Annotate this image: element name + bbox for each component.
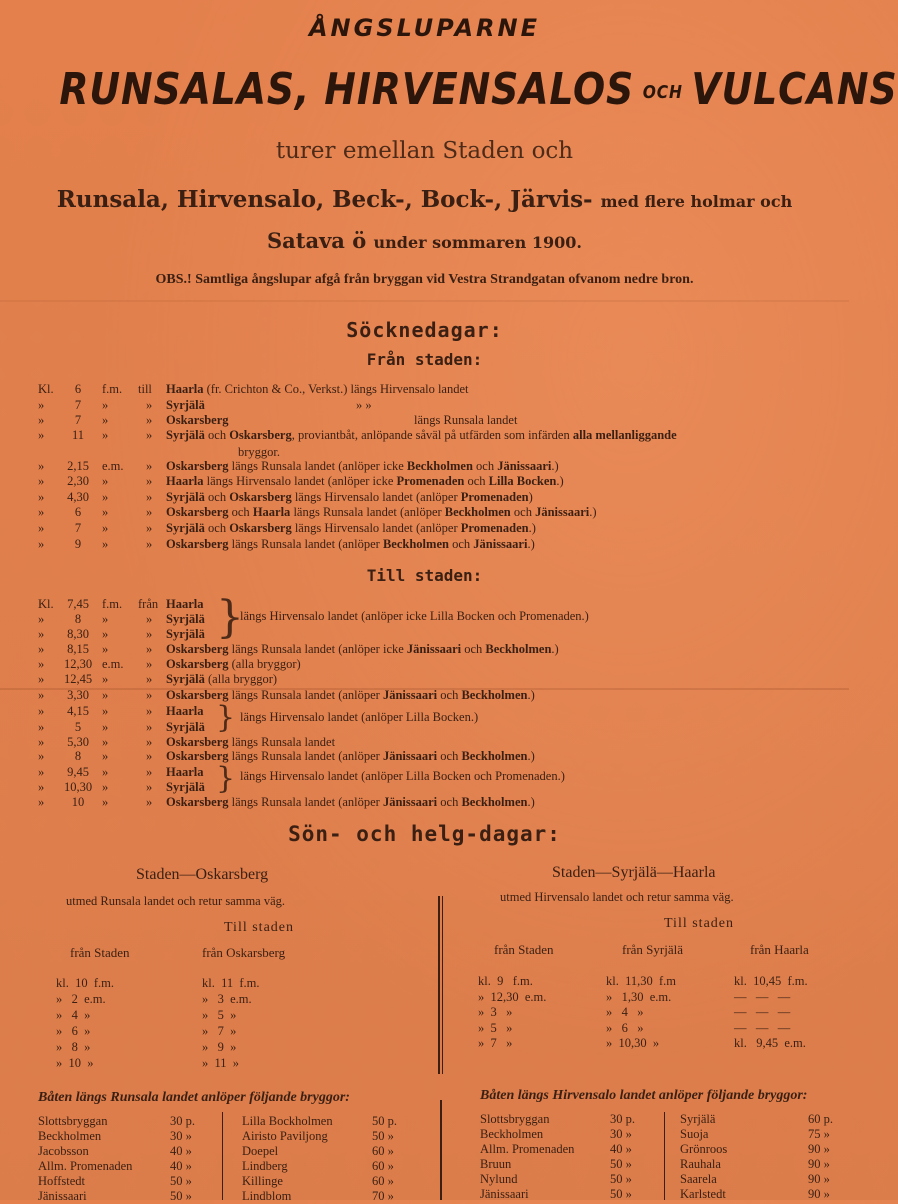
pier-price: 30 p. bbox=[610, 1112, 635, 1126]
to-dir: » bbox=[146, 720, 153, 734]
runsala-piers-title: Båten längs Runsala landet anlöper följande bryggor: bbox=[38, 1090, 350, 1105]
left-till-staden: Till staden bbox=[224, 920, 294, 935]
to-ampm: » bbox=[102, 765, 109, 779]
pier-price: 40 » bbox=[170, 1159, 192, 1173]
to-dir: » bbox=[146, 795, 153, 809]
from-dest: Oskarsberg längs Runsala landet (anlöper Beckholmen och Jänissaari.) bbox=[166, 537, 535, 551]
pier-name: Lilla Bockholmen bbox=[242, 1114, 333, 1128]
right-col2-time: » 1,30 e.m. bbox=[606, 989, 672, 1004]
from-time: 4,30 bbox=[67, 490, 89, 504]
from-dest: Syrjälä och Oskarsberg längs Hirvensalo landet (anlöper Promenaden.) bbox=[166, 521, 536, 535]
header-och: OCH bbox=[642, 81, 683, 103]
left-col2-time: » 7 » bbox=[202, 1024, 237, 1038]
from-time: 6 bbox=[74, 382, 82, 396]
from-dir: » bbox=[146, 505, 153, 519]
to-kl: » bbox=[38, 704, 45, 718]
from-row bbox=[0, 490, 849, 506]
header-line1: ÅNGSLUPARNE bbox=[308, 14, 541, 42]
to-dest: Oskarsberg längs Runsala landet bbox=[166, 735, 336, 749]
to-dir: » bbox=[146, 765, 153, 779]
from-ampm: f.m. bbox=[102, 382, 123, 396]
to-time: 12,45 bbox=[63, 672, 93, 686]
piers-divider bbox=[664, 1112, 665, 1200]
pier-price: 30 p. bbox=[170, 1114, 195, 1128]
pier-name: Jacobsson bbox=[38, 1144, 89, 1158]
right-col1-time: kl. 9 f.m. bbox=[478, 974, 533, 988]
pier-name: Airisto Paviljong bbox=[242, 1129, 328, 1143]
left-col1-time: kl. 10 f.m. bbox=[56, 976, 114, 990]
pier-price: 40 » bbox=[170, 1144, 192, 1158]
left-col2-time: » 5 » bbox=[202, 1008, 237, 1022]
from-dir: » bbox=[146, 428, 153, 442]
paper-crease bbox=[0, 300, 849, 302]
pier-name: Allm. Promenaden bbox=[38, 1159, 133, 1173]
brace2-note: längs Hirvensalo landet (anlöper Lilla Bocken.) bbox=[240, 710, 479, 724]
pier-price: 60 p. bbox=[808, 1112, 833, 1126]
header-destinations-small: med flere holmar och bbox=[600, 192, 793, 211]
to-dir: » bbox=[146, 688, 153, 702]
from-ampm: e.m. bbox=[102, 459, 124, 473]
pier-price: 90 » bbox=[808, 1157, 830, 1171]
left-col2-time: kl. 11 f.m. bbox=[202, 976, 260, 990]
from-kl: Kl. bbox=[38, 382, 54, 396]
weekdays-title: Söcknedagar: bbox=[346, 318, 503, 342]
from-ampm: » bbox=[102, 505, 109, 519]
piers-divider bbox=[222, 1112, 223, 1200]
pier-price: 30 » bbox=[610, 1127, 632, 1141]
pier-price: 50 » bbox=[170, 1174, 192, 1188]
to-ampm: » bbox=[102, 749, 109, 763]
to-time: 8,15 bbox=[67, 642, 89, 656]
from-ampm: » bbox=[102, 521, 109, 535]
left-col1-head: från Staden bbox=[70, 945, 130, 960]
to-ampm: » bbox=[102, 704, 109, 718]
from-kl: » bbox=[38, 459, 45, 473]
from-kl: » bbox=[38, 505, 45, 519]
to-dir: » bbox=[146, 672, 153, 686]
to-time: 5 bbox=[74, 720, 82, 734]
to-kl: » bbox=[38, 627, 45, 641]
pier-price: 50 » bbox=[170, 1189, 192, 1203]
to-time: 8,30 bbox=[67, 627, 89, 641]
to-row bbox=[0, 795, 849, 811]
left-col1-time: » 8 » bbox=[56, 1040, 91, 1054]
from-kl: » bbox=[38, 428, 45, 442]
to-dir: från bbox=[138, 597, 159, 611]
to-time: 10 bbox=[71, 795, 85, 809]
header-destinations bbox=[0, 186, 849, 213]
right-col1-time: » 12,30 e.m. bbox=[478, 989, 547, 1004]
to-row bbox=[0, 627, 849, 643]
from-ampm: » bbox=[102, 537, 109, 551]
piers-divider bbox=[440, 1100, 442, 1200]
from-dest: Syrjälä och Oskarsberg längs Hirvensalo landet (anlöper Promenaden) bbox=[166, 490, 533, 504]
pier-name: Grönroos bbox=[680, 1142, 728, 1156]
to-dest: Oskarsberg längs Runsala landet (anlöper Jänissaari och Beckholmen.) bbox=[166, 749, 535, 763]
header-title-b: VULCANS bbox=[691, 64, 898, 115]
pier-name: Hoffstedt bbox=[38, 1174, 85, 1188]
from-kl: » bbox=[38, 490, 45, 504]
right-col1-head: från Staden bbox=[494, 942, 554, 957]
to-dest: Haarla bbox=[166, 704, 204, 718]
to-time: 7,45 bbox=[67, 597, 89, 611]
pier-name: Karlstedt bbox=[680, 1187, 726, 1201]
pier-name: Doepel bbox=[242, 1144, 279, 1158]
header-season-small: under sommaren 1900. bbox=[373, 233, 582, 252]
to-dest: Haarla bbox=[166, 597, 204, 611]
from-dir: » bbox=[146, 398, 153, 412]
from-row bbox=[0, 428, 849, 444]
from-city-title: Från staden: bbox=[366, 350, 483, 369]
from-kl: » bbox=[38, 413, 45, 427]
from-time: 9 bbox=[74, 537, 82, 551]
right-col1-time: » 7 » bbox=[478, 1036, 513, 1050]
from-ampm: » bbox=[102, 428, 109, 442]
left-col1-time: » 4 » bbox=[56, 1008, 91, 1022]
right-col2-time: kl. 11,30 f.m bbox=[606, 974, 677, 988]
to-ampm: » bbox=[102, 627, 109, 641]
right-col2-head: från Syrjälä bbox=[622, 942, 684, 957]
right-col3-time: — — — bbox=[734, 1020, 791, 1035]
from-ampm: » bbox=[102, 474, 109, 488]
from-row bbox=[0, 474, 849, 490]
to-kl: » bbox=[38, 612, 45, 626]
left-col2-time: » 3 e.m. bbox=[202, 992, 252, 1006]
pier-price: 60 » bbox=[372, 1159, 394, 1173]
from-dest: Oskarsberg bbox=[166, 413, 229, 427]
to-kl: » bbox=[38, 795, 45, 809]
pier-name: Slottsbryggan bbox=[38, 1114, 108, 1128]
from-dest: Haarla längs Hirvensalo landet (anlöper icke Promenaden och Lilla Bocken.) bbox=[166, 474, 564, 488]
pier-price: 70 » bbox=[372, 1189, 394, 1203]
pier-name: Suoja bbox=[680, 1127, 709, 1141]
from-kl: » bbox=[38, 474, 45, 488]
to-kl: » bbox=[38, 642, 45, 656]
to-row bbox=[0, 749, 849, 765]
to-ampm: » bbox=[102, 795, 109, 809]
from-dest: Oskarsberg och Haarla längs Runsala landet (anlöper Beckholmen och Jänissaari.) bbox=[166, 505, 597, 519]
bryggor-continuation: bryggor. bbox=[238, 445, 281, 459]
hirvensalo-piers-title: Båten längs Hirvensalo landet anlöper följande bryggor: bbox=[480, 1088, 808, 1103]
pier-price: 50 » bbox=[610, 1157, 632, 1171]
from-time: 2,30 bbox=[67, 474, 89, 488]
to-kl: » bbox=[38, 657, 45, 671]
from-dir: till bbox=[138, 382, 152, 396]
right-col3-time: — — — bbox=[734, 1005, 791, 1019]
from-row bbox=[0, 521, 849, 537]
from-row bbox=[0, 382, 849, 398]
ditto-marks: » » bbox=[356, 398, 372, 412]
to-ampm: » bbox=[102, 688, 109, 702]
pier-price: 90 » bbox=[808, 1142, 830, 1156]
to-ampm: » bbox=[102, 612, 109, 626]
header-season bbox=[0, 228, 849, 253]
pier-name: Beckholmen bbox=[38, 1129, 102, 1143]
to-time: 10,30 bbox=[63, 780, 93, 794]
from-dir: » bbox=[146, 521, 153, 535]
to-ampm: » bbox=[102, 720, 109, 734]
right-route: Staden—Syrjälä—Haarla bbox=[552, 864, 716, 881]
from-kl: » bbox=[38, 537, 45, 551]
left-col1-time: » 10 » bbox=[56, 1056, 94, 1070]
from-dest: Syrjälä bbox=[166, 398, 205, 412]
to-kl: » bbox=[38, 735, 45, 749]
from-dir: » bbox=[146, 490, 153, 504]
holidays-title: Sön- och helg-dagar: bbox=[288, 822, 561, 846]
to-dir: » bbox=[146, 642, 153, 656]
to-kl: » bbox=[38, 720, 45, 734]
right-col3-time: — — — bbox=[734, 989, 791, 1004]
from-ampm: » bbox=[102, 398, 109, 412]
header-title bbox=[59, 64, 898, 115]
from-kl: » bbox=[38, 521, 45, 535]
to-dest: Oskarsberg längs Runsala landet (anlöper icke Jänissaari och Beckholmen.) bbox=[166, 642, 559, 656]
to-ampm: » bbox=[102, 642, 109, 656]
right-col3-head: från Haarla bbox=[750, 942, 809, 957]
to-dest: Oskarsberg längs Runsala landet (anlöper Jänissaari och Beckholmen.) bbox=[166, 688, 535, 702]
from-dest: Haarla (fr. Crichton & Co., Verkst.) längs Hirvensalo landet bbox=[166, 382, 469, 396]
right-col3-time: kl. 10,45 f.m. bbox=[734, 974, 808, 988]
header-title-a: RUNSALAS, HIRVENSALOS bbox=[59, 64, 635, 115]
to-time: 3,30 bbox=[67, 688, 89, 702]
pier-name: Lindberg bbox=[242, 1159, 288, 1173]
langs-runsala-note: längs Runsala landet bbox=[414, 413, 518, 427]
to-ampm: » bbox=[102, 735, 109, 749]
from-time: 7 bbox=[74, 413, 82, 427]
header-destinations-big: Runsala, Hirvensalo, Beck-, Bock-, Järvis- bbox=[56, 186, 593, 213]
left-route-note: utmed Runsala landet och retur samma väg. bbox=[66, 894, 286, 908]
pier-name: Bruun bbox=[480, 1157, 512, 1171]
to-dest: Oskarsberg (alla bryggor) bbox=[166, 657, 301, 671]
from-dest: Oskarsberg längs Runsala landet (anlöper icke Beckholmen och Jänissaari.) bbox=[166, 459, 559, 473]
from-row bbox=[0, 537, 849, 553]
column-divider bbox=[438, 896, 440, 1074]
pier-name: Saarela bbox=[680, 1172, 717, 1186]
pier-name: Lindblom bbox=[242, 1189, 292, 1203]
pier-price: 60 » bbox=[372, 1174, 394, 1188]
to-dest: Syrjälä bbox=[166, 780, 205, 794]
from-row bbox=[0, 398, 849, 414]
to-dir: » bbox=[146, 704, 153, 718]
to-dest: Oskarsberg längs Runsala landet (anlöper Jänissaari och Beckholmen.) bbox=[166, 795, 535, 809]
to-dest: Haarla bbox=[166, 765, 204, 779]
pier-price: 50 » bbox=[610, 1172, 632, 1186]
to-dir: » bbox=[146, 735, 153, 749]
header-season-big: Satava ö bbox=[267, 228, 367, 253]
right-till-staden: Till staden bbox=[664, 916, 734, 931]
pier-price: 50 » bbox=[610, 1187, 632, 1201]
to-time: 9,45 bbox=[67, 765, 89, 779]
left-col1-time: » 2 e.m. bbox=[56, 992, 106, 1006]
to-ampm: e.m. bbox=[102, 657, 124, 671]
from-row bbox=[0, 459, 849, 475]
left-route: Staden—Oskarsberg bbox=[136, 866, 269, 883]
to-kl: » bbox=[38, 672, 45, 686]
to-dir: » bbox=[146, 627, 153, 641]
from-kl: » bbox=[38, 398, 45, 412]
to-dest: Syrjälä (alla bryggor) bbox=[166, 672, 278, 686]
to-time: 8 bbox=[74, 749, 82, 763]
to-time: 8 bbox=[74, 612, 82, 626]
to-kl: » bbox=[38, 765, 45, 779]
pier-name: Allm. Promenaden bbox=[480, 1142, 575, 1156]
pier-price: 90 » bbox=[808, 1187, 830, 1201]
right-col1-time: » 3 » bbox=[478, 1005, 513, 1019]
pier-name: Nylund bbox=[480, 1172, 518, 1186]
to-dest: Syrjälä bbox=[166, 612, 205, 626]
to-time: 4,15 bbox=[67, 704, 89, 718]
from-dir: » bbox=[146, 537, 153, 551]
left-col2-head: från Oskarsberg bbox=[202, 945, 286, 960]
left-col2-time: » 9 » bbox=[202, 1040, 237, 1054]
right-col3-time: kl. 9,45 e.m. bbox=[734, 1036, 806, 1050]
to-kl: Kl. bbox=[38, 597, 54, 611]
pier-name: Killinge bbox=[242, 1174, 283, 1188]
header-subtitle: turer emellan Staden och bbox=[275, 138, 574, 164]
to-dir: » bbox=[146, 749, 153, 763]
to-kl: » bbox=[38, 780, 45, 794]
pier-name: Jänissaari bbox=[480, 1187, 529, 1201]
pier-name: Slottsbryggan bbox=[480, 1112, 550, 1126]
from-time: 6 bbox=[74, 505, 82, 519]
to-row bbox=[0, 642, 849, 658]
left-col2-time: » 11 » bbox=[202, 1056, 240, 1070]
to-ampm: f.m. bbox=[102, 597, 123, 611]
brace1-note: längs Hirvensalo landet (anlöper icke Lilla Bocken och Promenaden.) bbox=[240, 609, 589, 623]
from-time: 7 bbox=[74, 398, 82, 412]
from-time: 2,15 bbox=[67, 459, 89, 473]
brace: } bbox=[216, 761, 236, 796]
obs-note: OBS.! Samtliga ångslupar afgå från bryggan vid Vestra Strandgatan ofvanom nedre bron. bbox=[155, 272, 694, 287]
to-dir: » bbox=[146, 657, 153, 671]
to-row bbox=[0, 672, 849, 688]
left-col1-time: » 6 » bbox=[56, 1024, 91, 1038]
pier-name: Jänissaari bbox=[38, 1189, 87, 1203]
to-ampm: » bbox=[102, 780, 109, 794]
to-time: 5,30 bbox=[67, 735, 89, 749]
pier-price: 75 » bbox=[808, 1127, 830, 1141]
to-ampm: » bbox=[102, 672, 109, 686]
to-dir: » bbox=[146, 612, 153, 626]
to-kl: » bbox=[38, 688, 45, 702]
to-dest: Syrjälä bbox=[166, 627, 205, 641]
from-dest: Syrjälä och Oskarsberg, proviantbåt, anlöpande såväl på utfärden som infärden alla mellanliggande bbox=[166, 428, 677, 442]
pier-name: Rauhala bbox=[680, 1157, 721, 1171]
to-dest: Syrjälä bbox=[166, 720, 205, 734]
from-dir: » bbox=[146, 459, 153, 473]
pier-name: Syrjälä bbox=[680, 1112, 716, 1126]
brace: } bbox=[216, 700, 236, 735]
right-col2-time: » 6 » bbox=[606, 1020, 644, 1035]
pier-price: 40 » bbox=[610, 1142, 632, 1156]
column-divider bbox=[442, 896, 443, 1074]
pier-price: 30 » bbox=[170, 1129, 192, 1143]
from-dir: » bbox=[146, 413, 153, 427]
to-dir: » bbox=[146, 780, 153, 794]
from-ampm: » bbox=[102, 490, 109, 504]
to-kl: » bbox=[38, 749, 45, 763]
from-row bbox=[0, 505, 849, 521]
from-time: 7 bbox=[74, 521, 82, 535]
right-col2-time: » 4 » bbox=[606, 1005, 644, 1019]
to-row bbox=[0, 657, 849, 673]
right-col1-time: » 5 » bbox=[478, 1020, 513, 1035]
from-time: 11 bbox=[71, 428, 85, 442]
brace3-note: längs Hirvensalo landet (anlöper Lilla Bocken och Promenaden.) bbox=[240, 769, 565, 783]
to-row bbox=[0, 688, 849, 704]
pier-name: Beckholmen bbox=[480, 1127, 544, 1141]
pier-price: 50 » bbox=[372, 1129, 394, 1143]
pier-price: 60 » bbox=[372, 1144, 394, 1158]
to-city-title: Till staden: bbox=[366, 566, 483, 585]
to-time: 12,30 bbox=[63, 657, 93, 671]
from-ampm: » bbox=[102, 413, 109, 427]
from-dir: » bbox=[146, 474, 153, 488]
pier-price: 90 » bbox=[808, 1172, 830, 1186]
right-route-note: utmed Hirvensalo landet och retur samma väg. bbox=[500, 890, 734, 904]
brace: } bbox=[216, 592, 244, 643]
pier-price: 50 p. bbox=[372, 1114, 397, 1128]
right-col2-time: » 10,30 » bbox=[606, 1036, 660, 1050]
